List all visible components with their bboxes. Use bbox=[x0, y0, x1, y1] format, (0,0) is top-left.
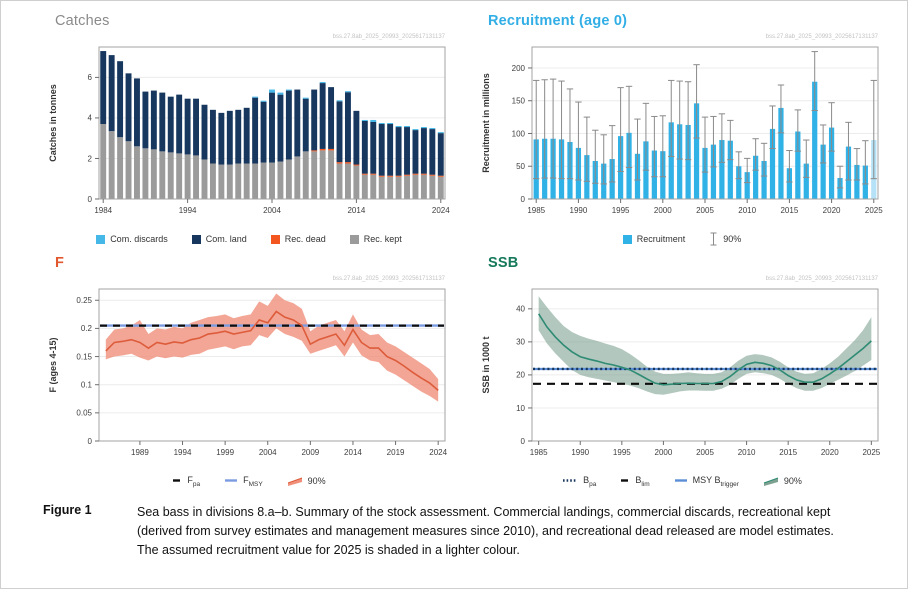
panel-title-recruitment: Recruitment (age 0) bbox=[488, 13, 628, 29]
figure-caption-label: Figure 1 bbox=[43, 503, 92, 517]
legend-item-ci90 bbox=[709, 232, 741, 246]
ssb-chart bbox=[472, 283, 892, 473]
catches-chart bbox=[39, 41, 459, 231]
svg-text:2015: 2015 bbox=[779, 448, 798, 457]
panel-recruitment bbox=[472, 11, 892, 247]
svg-text:1990: 1990 bbox=[569, 206, 588, 215]
black-dash-icon bbox=[172, 478, 182, 483]
svg-text:F (ages 4-15): F (ages 4-15) bbox=[48, 337, 58, 393]
legend-item-rec-dead bbox=[271, 234, 326, 244]
legend-item-com-discards bbox=[96, 234, 168, 244]
svg-text:2014: 2014 bbox=[344, 448, 362, 457]
green-band-icon bbox=[763, 476, 779, 486]
rec-dead-swatch-icon bbox=[271, 235, 280, 244]
svg-text:50: 50 bbox=[516, 162, 525, 172]
svg-text:2024: 2024 bbox=[431, 206, 450, 215]
catches-legend bbox=[39, 231, 459, 247]
svg-text:6: 6 bbox=[87, 73, 92, 83]
watermark-text: bss.27.8ab_2025_20993_2025617131137 bbox=[765, 276, 878, 282]
legend-label: $F_{MSY}$ bbox=[243, 474, 263, 488]
svg-text:2025: 2025 bbox=[864, 206, 883, 215]
blue-line-icon bbox=[224, 478, 238, 483]
svg-text:0.1: 0.1 bbox=[80, 380, 92, 390]
legend-item-rec-kept bbox=[350, 234, 402, 244]
recruitment-swatch-icon bbox=[623, 235, 632, 244]
svg-text:1989: 1989 bbox=[131, 448, 149, 457]
svg-text:1994: 1994 bbox=[178, 206, 197, 215]
svg-text:2005: 2005 bbox=[696, 448, 714, 457]
rec-kept-swatch-icon bbox=[350, 235, 359, 244]
figure-caption bbox=[1, 503, 907, 559]
legend-item-fpa bbox=[172, 475, 200, 488]
svg-text:SSB in 1000 t: SSB in 1000 t bbox=[481, 336, 491, 394]
legend-item-blim bbox=[620, 475, 649, 488]
recruitment-chart bbox=[472, 41, 892, 231]
svg-text:2000: 2000 bbox=[654, 448, 673, 457]
svg-text:2020: 2020 bbox=[820, 448, 839, 457]
svg-text:2015: 2015 bbox=[780, 206, 799, 215]
svg-text:40: 40 bbox=[516, 304, 525, 314]
svg-text:2024: 2024 bbox=[429, 448, 448, 457]
svg-text:1985: 1985 bbox=[529, 448, 548, 457]
legend-label: $B_{pa}$ bbox=[583, 474, 597, 488]
svg-text:30: 30 bbox=[516, 337, 525, 347]
legend-label: MSY $B_{trigger}$ bbox=[692, 474, 739, 488]
panel-ssb bbox=[472, 253, 892, 489]
watermark-text: bss.27.8ab_2025_20993_2025617131137 bbox=[332, 276, 445, 282]
svg-text:1999: 1999 bbox=[216, 448, 235, 457]
svg-text:100: 100 bbox=[511, 129, 525, 139]
com-land-swatch-icon bbox=[192, 235, 201, 244]
figure-caption-text: Sea bass in divisions 8.a–b. Summary of the stock assessment. Commercial landings, commercial discards, recreational kept (derived from survey estimates and management measures since 2010), and recreational dead released are model estimates. The assumed recruitment value for 2025 is shaded in a lighter colour. bbox=[137, 505, 834, 557]
svg-text:1985: 1985 bbox=[527, 206, 546, 215]
legend-label: 90% bbox=[307, 476, 326, 486]
legend-label: Com. discards bbox=[110, 234, 168, 244]
panel-f bbox=[39, 253, 459, 489]
f-chart bbox=[39, 283, 459, 473]
watermark-text: bss.27.8ab_2025_20993_2025617131137 bbox=[765, 34, 878, 40]
legend-label: Rec. kept bbox=[363, 234, 402, 244]
legend-item-recruitment bbox=[623, 234, 686, 244]
svg-text:1994: 1994 bbox=[173, 448, 192, 457]
svg-text:2004: 2004 bbox=[263, 206, 281, 215]
legend-item-bpa bbox=[562, 475, 596, 488]
svg-text:Recruitment in millions: Recruitment in millions bbox=[481, 73, 491, 173]
legend-label: 90% bbox=[723, 234, 742, 244]
legend-label: Com. land bbox=[205, 234, 247, 244]
legend-label: $B_{lim}$ bbox=[635, 474, 650, 488]
svg-text:1995: 1995 bbox=[612, 448, 631, 457]
ssb-legend bbox=[472, 473, 892, 489]
svg-text:2: 2 bbox=[87, 154, 92, 164]
blue-line-icon bbox=[674, 478, 688, 483]
svg-text:150: 150 bbox=[511, 96, 525, 106]
svg-text:0.05: 0.05 bbox=[76, 408, 92, 418]
panel-catches bbox=[39, 11, 459, 247]
svg-text:0: 0 bbox=[520, 194, 525, 204]
legend-item-f-ci90 bbox=[287, 476, 326, 486]
watermark-text: bss.27.8ab_2025_20993_2025617131137 bbox=[332, 34, 445, 40]
svg-text:1990: 1990 bbox=[571, 448, 590, 457]
black-dash-icon bbox=[620, 478, 630, 483]
svg-text:2010: 2010 bbox=[737, 448, 756, 457]
svg-text:4: 4 bbox=[87, 113, 92, 123]
svg-text:2010: 2010 bbox=[738, 206, 757, 215]
panel-title-f: F bbox=[55, 255, 65, 271]
svg-text:2000: 2000 bbox=[653, 206, 672, 215]
recruitment-legend bbox=[472, 231, 892, 247]
svg-text:0.2: 0.2 bbox=[80, 324, 92, 334]
panel-title-ssb: SSB bbox=[488, 255, 519, 271]
svg-text:2004: 2004 bbox=[258, 448, 277, 457]
legend-item-com-land bbox=[192, 234, 247, 244]
error-bar-icon bbox=[709, 232, 718, 246]
panel-grid bbox=[1, 11, 907, 489]
svg-text:0: 0 bbox=[520, 436, 525, 446]
legend-item-fmsy bbox=[224, 475, 263, 488]
com-discards-swatch-icon bbox=[96, 235, 105, 244]
f-legend bbox=[39, 473, 459, 489]
svg-text:2005: 2005 bbox=[696, 206, 714, 215]
svg-text:0: 0 bbox=[87, 436, 92, 446]
svg-text:1984: 1984 bbox=[94, 206, 113, 215]
legend-item-ssb-ci90 bbox=[763, 476, 802, 486]
svg-text:10: 10 bbox=[516, 403, 525, 413]
svg-text:2009: 2009 bbox=[301, 448, 320, 457]
svg-text:0.25: 0.25 bbox=[76, 296, 92, 306]
svg-text:200: 200 bbox=[511, 63, 525, 73]
svg-text:2019: 2019 bbox=[386, 448, 405, 457]
svg-text:Catches in tonnes: Catches in tonnes bbox=[48, 84, 58, 162]
salmon-band-icon bbox=[287, 476, 303, 486]
svg-text:0.15: 0.15 bbox=[76, 352, 92, 362]
svg-text:20: 20 bbox=[516, 370, 525, 380]
svg-text:0: 0 bbox=[87, 194, 92, 204]
dotted-line-icon bbox=[562, 478, 578, 483]
legend-label: 90% bbox=[783, 476, 802, 486]
legend-label: Recruitment bbox=[636, 234, 686, 244]
svg-text:2014: 2014 bbox=[347, 206, 366, 215]
svg-text:1995: 1995 bbox=[611, 206, 630, 215]
legend-label: Rec. dead bbox=[284, 234, 326, 244]
panel-title-catches: Catches bbox=[55, 13, 110, 29]
legend-label: $F_{pa}$ bbox=[187, 474, 201, 488]
legend-item-msy-btrigger bbox=[674, 475, 739, 488]
svg-text:2020: 2020 bbox=[822, 206, 841, 215]
svg-text:2025: 2025 bbox=[862, 448, 881, 457]
